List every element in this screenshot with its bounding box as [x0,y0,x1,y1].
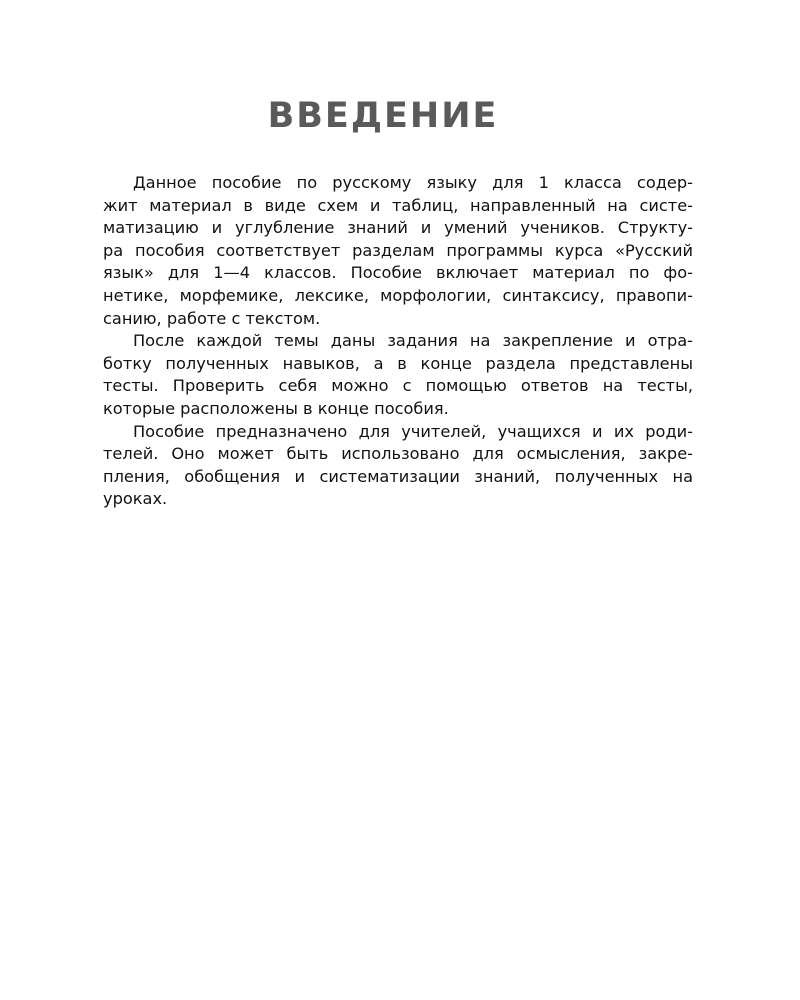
text-line: язык» для 1—4 классов. Пособие включает материал по фо- [103,263,693,283]
introduction-text [103,172,693,511]
text-line: ботку полученных навыков, а в конце раздела представлены [103,353,693,373]
page-title: ВВЕДЕНИЕ [267,96,499,136]
paragraph-2 [103,330,693,420]
text-line: которые расположены в конце пособия. [103,398,449,418]
text-line: тесты. Проверить себя можно с помощью ответов на тесты, [103,376,693,396]
text-line: После каждой темы даны задания на закрепление и отра- [133,331,693,351]
text-line: нетике, морфемике, лексике, морфологии, синтаксису, правопи- [103,285,693,305]
text-line: жит материал в виде схем и таблиц, направленный на систе- [103,195,693,215]
text-line: телей. Оно может быть использовано для осмысления, закре- [103,444,693,464]
text-line: матизацию и углубление знаний и умений учеников. Структу- [103,218,693,238]
text-line: Данное пособие по русскому языку для 1 класса содер- [133,173,693,192]
text-line: ра пособия соответствует разделам программы курса «Русский [103,240,693,260]
paragraph-3 [103,421,693,511]
paragraph-1 [103,172,693,330]
text-line: санию, работе с текстом. [103,308,321,328]
text-line: пления, обобщения и систематизации знаний, полученных на [103,466,693,486]
text-line: уроках. [103,489,168,509]
text-line: Пособие предназначено для учителей, учащихся и их роди- [133,421,693,441]
